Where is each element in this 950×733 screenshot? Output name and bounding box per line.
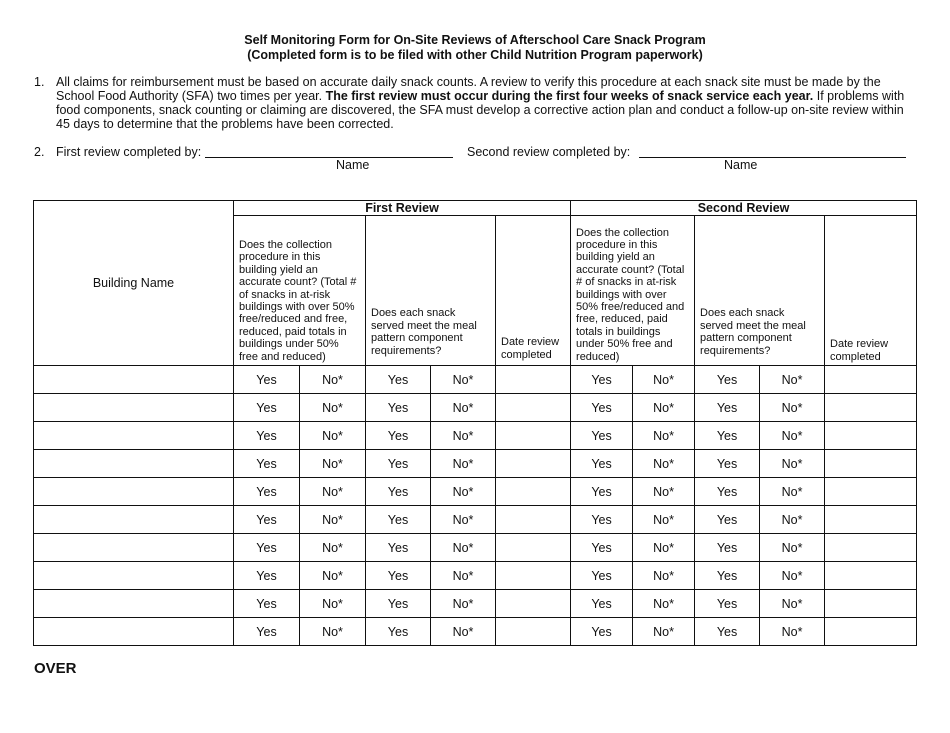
second-collection-yes[interactable]: Yes	[571, 450, 633, 478]
first-meal-pattern-yes[interactable]: Yes	[366, 366, 431, 394]
first-name-caption: Name	[336, 158, 370, 172]
second-review-label: Second review completed by:	[467, 145, 631, 159]
first-date-cell[interactable]	[496, 506, 571, 534]
building-name-cell[interactable]	[34, 590, 234, 618]
second-date-header: Date review completed	[825, 216, 917, 366]
second-collection-no[interactable]: No*	[633, 590, 695, 618]
first-collection-no[interactable]: No*	[300, 590, 366, 618]
first-collection-yes[interactable]: Yes	[234, 422, 300, 450]
first-collection-yes[interactable]: Yes	[234, 366, 300, 394]
second-collection-question: Does the collection procedure in this building yield an accurate count? (Total # of snacks in at-risk buildings with over 50% free/reduced and free, reduced, paid totals in buildings under 50% free and reduced)	[571, 216, 695, 366]
first-collection-yes[interactable]: Yes	[234, 506, 300, 534]
table-row	[34, 534, 917, 562]
first-date-cell[interactable]	[496, 618, 571, 646]
second-date-cell[interactable]	[825, 534, 917, 562]
first-meal-pattern-no[interactable]: No*	[431, 478, 496, 506]
first-date-cell[interactable]	[496, 478, 571, 506]
second-meal-pattern-yes[interactable]: Yes	[695, 394, 760, 422]
first-collection-yes[interactable]: Yes	[234, 590, 300, 618]
table-row	[34, 506, 917, 534]
second-date-cell[interactable]	[825, 450, 917, 478]
second-date-cell[interactable]	[825, 394, 917, 422]
second-collection-no[interactable]: No*	[633, 450, 695, 478]
first-collection-yes[interactable]: Yes	[234, 618, 300, 646]
second-meal-pattern-question: Does each snack served meet the meal pattern component requirements?	[695, 216, 825, 366]
review-table	[33, 200, 917, 646]
instruction-text-bold: The first review must occur during the first four weeks of snack service each year.	[325, 89, 814, 103]
second-meal-pattern-no[interactable]: No*	[760, 450, 825, 478]
first-meal-pattern-no[interactable]: No*	[431, 618, 496, 646]
table-row	[34, 422, 917, 450]
instruction-text-a: All claims for reimbursement must be based on accurate daily snack counts. A review to verify this procedure at each snack site must be made by the School Food Authority (SFA) two times per year.	[56, 75, 881, 103]
first-collection-no[interactable]: No*	[300, 618, 366, 646]
first-meal-pattern-yes[interactable]: Yes	[366, 534, 431, 562]
second-name-caption: Name	[724, 158, 758, 172]
second-collection-yes[interactable]: Yes	[571, 506, 633, 534]
first-collection-yes[interactable]: Yes	[234, 534, 300, 562]
form-title-line-1: Self Monitoring Form for On-Site Reviews of Afterschool Care Snack Program	[244, 33, 706, 47]
first-date-cell[interactable]	[496, 366, 571, 394]
form-title	[0, 33, 950, 63]
building-name-cell[interactable]	[34, 450, 234, 478]
building-name-cell[interactable]	[34, 394, 234, 422]
second-meal-pattern-yes[interactable]: Yes	[695, 422, 760, 450]
table-row	[34, 366, 917, 394]
building-name-cell[interactable]	[34, 366, 234, 394]
second-collection-no[interactable]: No*	[633, 394, 695, 422]
table-row	[34, 394, 917, 422]
first-meal-pattern-no[interactable]: No*	[431, 394, 496, 422]
first-date-cell[interactable]	[496, 590, 571, 618]
first-date-cell[interactable]	[496, 422, 571, 450]
second-date-cell[interactable]	[825, 590, 917, 618]
first-collection-no[interactable]: No*	[300, 478, 366, 506]
second-meal-pattern-yes[interactable]: Yes	[695, 562, 760, 590]
first-collection-no[interactable]: No*	[300, 506, 366, 534]
second-collection-no[interactable]: No*	[633, 422, 695, 450]
first-meal-pattern-no[interactable]: No*	[431, 366, 496, 394]
second-date-cell[interactable]	[825, 422, 917, 450]
first-meal-pattern-no[interactable]: No*	[431, 562, 496, 590]
first-meal-pattern-no[interactable]: No*	[431, 534, 496, 562]
second-collection-yes[interactable]: Yes	[571, 366, 633, 394]
first-collection-yes[interactable]: Yes	[234, 478, 300, 506]
second-meal-pattern-no[interactable]: No*	[760, 534, 825, 562]
first-meal-pattern-yes[interactable]: Yes	[366, 478, 431, 506]
first-date-cell[interactable]	[496, 562, 571, 590]
second-collection-yes[interactable]: Yes	[571, 562, 633, 590]
first-meal-pattern-yes[interactable]: Yes	[366, 450, 431, 478]
building-name-cell[interactable]	[34, 618, 234, 646]
item-number: 1.	[34, 75, 45, 89]
item-number: 2.	[34, 145, 45, 159]
building-name-cell[interactable]	[34, 422, 234, 450]
second-meal-pattern-yes[interactable]: Yes	[695, 590, 760, 618]
first-collection-question: Does the collection procedure in this building yield an accurate count? (Total # of snacks in at-risk buildings with over 50% free/reduced and free, reduced, paid totals in buildings under 50% free and reduced)	[234, 216, 366, 366]
first-collection-yes[interactable]: Yes	[234, 394, 300, 422]
first-collection-no[interactable]: No*	[300, 366, 366, 394]
second-meal-pattern-yes[interactable]: Yes	[695, 366, 760, 394]
second-meal-pattern-no[interactable]: No*	[760, 618, 825, 646]
building-name-cell[interactable]	[34, 562, 234, 590]
second-meal-pattern-no[interactable]: No*	[760, 478, 825, 506]
second-meal-pattern-yes[interactable]: Yes	[695, 534, 760, 562]
second-review-header: Second Review	[571, 201, 917, 216]
instruction-text-b: If problems with food components, snack counting or claiming are discovered, the SFA must develop a corrective action plan and conduct a follow-up on-site review within 45 days to determine that the problems have been corrected.	[56, 89, 905, 131]
second-date-cell[interactable]	[825, 618, 917, 646]
building-name-header: Building Name	[34, 201, 234, 366]
second-meal-pattern-no[interactable]: No*	[760, 590, 825, 618]
first-date-cell[interactable]	[496, 394, 571, 422]
second-collection-yes[interactable]: Yes	[571, 534, 633, 562]
first-meal-pattern-question: Does each snack served meet the meal pattern component requirements?	[366, 216, 496, 366]
first-collection-no[interactable]: No*	[300, 422, 366, 450]
second-collection-no[interactable]: No*	[633, 534, 695, 562]
first-meal-pattern-yes[interactable]: Yes	[366, 618, 431, 646]
second-meal-pattern-no[interactable]: No*	[760, 506, 825, 534]
second-date-cell[interactable]	[825, 478, 917, 506]
review-rows	[34, 366, 917, 646]
second-meal-pattern-no[interactable]: No*	[760, 422, 825, 450]
first-reviewer-name-field[interactable]	[205, 157, 453, 158]
second-collection-yes[interactable]: Yes	[571, 478, 633, 506]
instruction-text	[56, 75, 916, 131]
building-name-cell[interactable]	[34, 534, 234, 562]
first-meal-pattern-yes[interactable]: Yes	[366, 422, 431, 450]
building-name-cell[interactable]	[34, 506, 234, 534]
building-name-cell[interactable]	[34, 478, 234, 506]
second-date-cell[interactable]	[825, 366, 917, 394]
first-collection-no[interactable]: No*	[300, 450, 366, 478]
first-collection-no[interactable]: No*	[300, 534, 366, 562]
second-date-cell[interactable]	[825, 562, 917, 590]
second-collection-no[interactable]: No*	[633, 618, 695, 646]
first-meal-pattern-yes[interactable]: Yes	[366, 562, 431, 590]
second-meal-pattern-no[interactable]: No*	[760, 562, 825, 590]
second-collection-no[interactable]: No*	[633, 478, 695, 506]
first-collection-yes[interactable]: Yes	[234, 562, 300, 590]
first-date-cell[interactable]	[496, 534, 571, 562]
second-collection-no[interactable]: No*	[633, 366, 695, 394]
over-label: OVER	[34, 660, 77, 677]
table-row	[34, 478, 917, 506]
first-review-header: First Review	[234, 201, 571, 216]
second-collection-yes[interactable]: Yes	[571, 394, 633, 422]
first-review-label: First review completed by:	[56, 145, 202, 159]
first-meal-pattern-no[interactable]: No*	[431, 422, 496, 450]
second-meal-pattern-yes[interactable]: Yes	[695, 478, 760, 506]
first-meal-pattern-no[interactable]: No*	[431, 590, 496, 618]
first-meal-pattern-no[interactable]: No*	[431, 450, 496, 478]
table-row	[34, 562, 917, 590]
first-meal-pattern-yes[interactable]: Yes	[366, 394, 431, 422]
first-meal-pattern-yes[interactable]: Yes	[366, 506, 431, 534]
second-meal-pattern-no[interactable]: No*	[760, 366, 825, 394]
second-date-cell[interactable]	[825, 506, 917, 534]
second-meal-pattern-no[interactable]: No*	[760, 394, 825, 422]
second-meal-pattern-yes[interactable]: Yes	[695, 618, 760, 646]
first-collection-yes[interactable]: Yes	[234, 450, 300, 478]
second-collection-yes[interactable]: Yes	[571, 422, 633, 450]
second-meal-pattern-yes[interactable]: Yes	[695, 450, 760, 478]
first-collection-no[interactable]: No*	[300, 562, 366, 590]
second-meal-pattern-yes[interactable]: Yes	[695, 506, 760, 534]
table-row	[34, 450, 917, 478]
first-date-header: Date review completed	[496, 216, 571, 366]
first-meal-pattern-no[interactable]: No*	[431, 506, 496, 534]
form-title-line-2: (Completed form is to be filed with other Child Nutrition Program paperwork)	[247, 48, 703, 62]
second-collection-yes[interactable]: Yes	[571, 618, 633, 646]
second-collection-no[interactable]: No*	[633, 562, 695, 590]
second-collection-yes[interactable]: Yes	[571, 590, 633, 618]
second-reviewer-name-field[interactable]	[639, 157, 906, 158]
first-collection-no[interactable]: No*	[300, 394, 366, 422]
first-meal-pattern-yes[interactable]: Yes	[366, 590, 431, 618]
table-row	[34, 590, 917, 618]
first-date-cell[interactable]	[496, 450, 571, 478]
table-row	[34, 618, 917, 646]
second-collection-no[interactable]: No*	[633, 506, 695, 534]
